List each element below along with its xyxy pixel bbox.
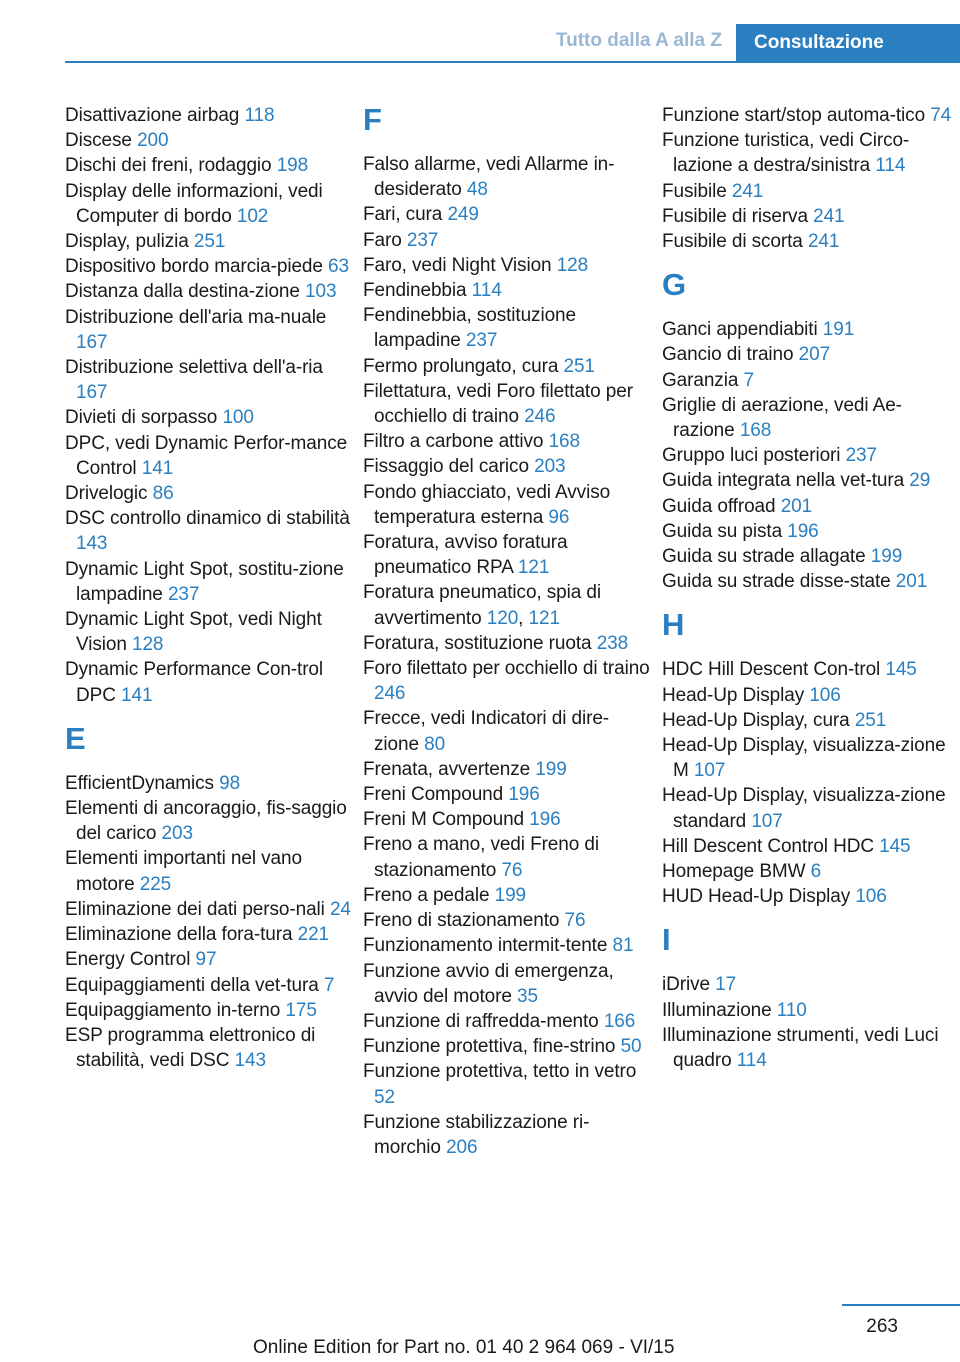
page-link[interactable]: 29	[909, 470, 931, 492]
page-link[interactable]: 251	[854, 709, 887, 731]
index-entry	[662, 368, 952, 393]
page-link[interactable]: 196	[529, 809, 561, 831]
index-entry-text: Guida su pista	[662, 520, 783, 542]
index-entry-text: Freni M Compound	[363, 809, 525, 831]
index-entry	[65, 771, 355, 796]
index-entry	[65, 922, 355, 947]
page-link[interactable]: 120	[486, 607, 519, 629]
page-link[interactable]: 97	[195, 949, 217, 971]
page-link[interactable]: 86	[152, 483, 174, 505]
index-entry	[65, 279, 355, 304]
index-entry-text: Energy Control	[65, 949, 191, 971]
page-link[interactable]: 141	[141, 457, 174, 479]
index-entry	[363, 757, 653, 782]
index-entry-text: Guida su strade disse-state	[662, 571, 891, 593]
index-entry-text: Freno di stazionamento	[363, 910, 560, 932]
index-entry	[662, 683, 952, 708]
index-entry	[662, 998, 952, 1023]
page-link[interactable]: 237	[167, 583, 200, 605]
index-entry-text: Equipaggiamento in-terno	[65, 999, 281, 1021]
index-entry-text: Head-Up Display	[662, 684, 805, 706]
index-entry	[662, 657, 952, 682]
index-entry-text: Funzione protettiva, tetto in vetro	[363, 1061, 637, 1083]
index-entry	[363, 454, 653, 479]
page-header	[0, 0, 960, 62]
index-letter-heading: H	[662, 607, 685, 643]
index-entry	[363, 1110, 653, 1160]
index-entry	[363, 631, 653, 656]
index-entry: Foratura pneumatico, spia di avvertimento 120, 121	[363, 582, 601, 629]
index-entry-text: Discese	[65, 130, 132, 152]
page-link[interactable]: 106	[809, 684, 841, 706]
index-letter-heading: G	[662, 267, 687, 303]
index-entry	[363, 202, 653, 227]
index-letter-heading: F	[363, 102, 382, 137]
index-entry-text: Fari, cura	[363, 204, 443, 226]
index-entry-text: Fondo ghiacciato, vedi Avviso temperatura esterna	[363, 481, 611, 528]
index-entry	[65, 103, 355, 128]
page-link[interactable]: 80	[424, 733, 446, 755]
index-entry	[363, 152, 653, 202]
index-entry-text: Disattivazione airbag	[65, 105, 240, 126]
page-link[interactable]: 249	[447, 204, 479, 226]
index-entry-text: Faro, vedi Night Vision	[363, 254, 552, 276]
page-link[interactable]: 35	[517, 985, 538, 1007]
page-link[interactable]: 207	[798, 344, 831, 366]
index-entry-text: Filtro a carbone attivo	[363, 431, 544, 453]
page-link[interactable]: 7	[743, 369, 754, 391]
index-entry	[662, 1023, 952, 1073]
page-link[interactable]: 107	[693, 760, 726, 782]
index-entry	[363, 706, 653, 756]
page-link[interactable]: 128	[556, 254, 589, 276]
page-link[interactable]: 76	[501, 859, 523, 881]
index-entry	[363, 782, 653, 807]
index-entry	[65, 431, 355, 481]
index-entry-text: Gruppo luci posteriori	[662, 445, 841, 467]
page-link[interactable]: 168	[548, 431, 580, 453]
page-link[interactable]: 225	[139, 873, 172, 895]
index-entry	[662, 128, 952, 178]
index-entry	[662, 569, 952, 594]
index-entry	[662, 733, 952, 783]
index-entry-text: Funzione start/stop automa-tico	[662, 105, 926, 126]
index-entry	[65, 254, 355, 279]
index-entry	[65, 973, 355, 998]
page-link[interactable]: 199	[870, 546, 903, 568]
index-entry-text: Distribuzione selettiva dell'a-ria	[65, 357, 323, 379]
index-entry-text: Griglie di aerazione, vedi Ae-razione	[662, 394, 902, 442]
page-link[interactable]: 251	[193, 231, 226, 253]
page-link[interactable]: 143	[234, 1050, 266, 1072]
index-entry	[662, 393, 952, 443]
page-link[interactable]: 241	[813, 205, 845, 227]
page-link[interactable]: 128	[132, 634, 164, 656]
page-link[interactable]: 50	[620, 1036, 642, 1058]
index-entry-text: Elementi importanti nel vano motore	[65, 848, 302, 895]
index-entry	[65, 796, 355, 846]
index-entry	[662, 317, 952, 342]
index-entry-text: Freno a mano, vedi Freno di stazionamento	[363, 834, 599, 881]
index-column-2	[363, 103, 653, 1160]
page-link[interactable]: 48	[466, 179, 488, 201]
index-entry	[363, 1009, 653, 1034]
index-entry-text: Dischi dei freni, rodaggio	[65, 155, 272, 177]
index-entry-text: Fendinebbia, sostituzione lampadine	[363, 305, 576, 352]
index-entry-text: Funzione avvio di emergenza, avvio del motore	[363, 960, 614, 1007]
page-link[interactable]: 81	[612, 935, 634, 957]
page-link[interactable]: 17	[715, 974, 737, 996]
index-entry-text: Foratura pneumatico, spia di avvertimento	[363, 582, 601, 629]
index-entry-text: Head-Up Display, visualizza-zione standard	[662, 785, 946, 832]
page-link[interactable]: 237	[845, 445, 877, 467]
index-entry-text: Eliminazione dei dati perso-nali	[65, 898, 325, 920]
index-entry	[662, 972, 952, 997]
index-entry-text: EfficientDynamics	[65, 772, 214, 794]
index-entry-text: Frecce, vedi Indicatori di dire-zione	[363, 708, 610, 755]
page-link[interactable]: 114	[471, 280, 502, 302]
index-entry-text: Display, pulizia	[65, 231, 189, 253]
index-entry	[363, 253, 653, 278]
index-entry	[662, 708, 952, 733]
index-entry	[662, 443, 952, 468]
page-link[interactable]: 63	[328, 256, 349, 278]
index-entry	[363, 933, 653, 958]
index-entry-text: Dispositivo bordo marcia-piede	[65, 256, 323, 278]
index-entry	[363, 908, 653, 933]
page-link[interactable]: 106	[855, 886, 887, 908]
index-entry-text: Freno a pedale	[363, 884, 490, 906]
index-entry	[363, 959, 653, 1009]
page-link[interactable]: 166	[603, 1010, 636, 1032]
page-link[interactable]: 143	[76, 533, 108, 555]
index-entry	[65, 557, 355, 607]
index-entry-text: Eliminazione della fora-tura	[65, 924, 293, 946]
index-entry	[65, 481, 355, 506]
index-entry-text: Garanzia	[662, 369, 739, 391]
index-entry-text: iDrive	[662, 974, 710, 996]
index-entry	[363, 379, 653, 429]
page-link[interactable]: 118	[244, 105, 275, 126]
page-link[interactable]: 191	[822, 319, 855, 341]
index-entry	[363, 1034, 653, 1059]
page-link[interactable]: 196	[508, 784, 540, 806]
index-entry	[65, 506, 355, 556]
index-entry	[662, 834, 952, 859]
index-entry-text: Fermo prolungato, cura	[363, 355, 559, 377]
index-entry	[363, 480, 653, 530]
index-entry	[65, 229, 355, 254]
running-header-section: Tutto dalla A alla Z	[555, 30, 722, 51]
page-link[interactable]: 76	[564, 910, 586, 932]
page-link[interactable]: 52	[374, 1086, 395, 1108]
index-entry	[363, 883, 653, 908]
page-link[interactable]: 206	[446, 1136, 478, 1158]
index-entry	[65, 1023, 355, 1073]
index-entry-text: Funzione di raffredda-mento	[363, 1010, 599, 1032]
index-entry-text: Guida su strade allagate	[662, 546, 866, 568]
index-entry	[363, 278, 653, 303]
index-entry	[662, 103, 952, 128]
index-entry-text: Dynamic Light Spot, sostitu-zione lampadine	[65, 558, 344, 605]
index-entry-text: Foratura, sostituzione ruota	[363, 632, 592, 654]
index-entry-text: Fusibile di scorta	[662, 231, 803, 253]
index-entry	[662, 179, 952, 204]
index-entry-text: Distanza dalla destina-zione	[65, 281, 300, 303]
index-entry	[363, 807, 653, 832]
index-entry-text: Funzione stabilizzazione ri-morchio	[363, 1111, 590, 1158]
index-entry	[662, 494, 952, 519]
page-link[interactable]: 167	[76, 331, 108, 353]
index-entry	[363, 354, 653, 379]
index-entry-text: Funzione turistica, vedi Circo-lazione a destra/sinistra	[662, 130, 910, 177]
page-link[interactable]: 241	[731, 180, 764, 202]
index-column-1	[65, 103, 355, 1073]
index-entry	[662, 783, 952, 833]
index-entry-text: ESP programma elettronico di stabilità, vedi DSC	[65, 1024, 316, 1072]
index-entry-text: Guida offroad	[662, 495, 776, 517]
page-link[interactable]: 74	[930, 105, 952, 126]
index-entry	[65, 947, 355, 972]
index-entry-text: Frenata, avvertenze	[363, 758, 531, 780]
header-rule	[65, 61, 960, 63]
page-link[interactable]: 201	[895, 571, 928, 593]
index-entry-text: Guida integrata nella vet-tura	[662, 470, 905, 492]
page-link[interactable]: 110	[776, 999, 807, 1021]
index-entry-text: Freni Compound	[363, 784, 504, 806]
page-link[interactable]: 7	[323, 974, 335, 996]
index-entry-text: DSC controllo dinamico di stabilità	[65, 508, 350, 530]
index-entry	[65, 405, 355, 430]
page-link[interactable]: 175	[285, 999, 317, 1021]
page-link[interactable]: 221	[297, 924, 330, 946]
index-entry-text: Distribuzione dell'aria ma-nuale	[65, 306, 327, 328]
index-entry	[662, 229, 952, 254]
index-entry	[65, 128, 355, 153]
index-entry-text: Gancio di traino	[662, 344, 794, 366]
index-entry	[363, 228, 653, 253]
page-link[interactable]: 107	[751, 810, 783, 832]
page-link[interactable]: 103	[305, 281, 337, 303]
page-link[interactable]: 167	[76, 382, 108, 404]
index-entry	[363, 832, 653, 882]
index-entry-text: HDC Hill Descent Con-trol	[662, 659, 881, 681]
index-entry	[662, 884, 952, 909]
index-entry	[65, 179, 355, 229]
page-link[interactable]: 241	[807, 231, 840, 253]
page-link[interactable]: 196	[787, 520, 819, 542]
index-entry	[65, 305, 355, 355]
edition-note: Online Edition for Part no. 01 40 2 964 069 - VI/15	[253, 1337, 675, 1358]
page-link[interactable]: 100	[222, 407, 254, 429]
index-entry-text: Display delle informazioni, vedi Computer di bordo	[65, 180, 323, 227]
page-number: 263	[866, 1316, 898, 1337]
page-link[interactable]: 238	[596, 632, 629, 654]
page-link[interactable]: 114	[875, 155, 906, 177]
index-entry-text: Head-Up Display, cura	[662, 709, 850, 731]
index-entry	[65, 998, 355, 1023]
page-link[interactable]: 145	[879, 835, 911, 857]
index-entry-text: HUD Head-Up Display	[662, 886, 851, 908]
page-link[interactable]: 251	[563, 355, 595, 377]
index-entry	[65, 153, 355, 178]
index-entry	[363, 303, 653, 353]
index-entry	[662, 859, 952, 884]
index-entry-text: Drivelogic	[65, 483, 148, 505]
index-entry	[65, 355, 355, 405]
index-letter-heading: E	[65, 720, 86, 756]
index-entry-text: Ganci appendiabiti	[662, 319, 818, 341]
page-link[interactable]: 6	[810, 861, 822, 883]
index-entry-text: Fissaggio del carico	[363, 456, 529, 478]
index-entry-text: Equipaggiamenti della vet-tura	[65, 974, 319, 996]
page-link[interactable]: 114	[736, 1050, 767, 1072]
page-link[interactable]: 199	[494, 884, 527, 906]
index-entry-text: Homepage BMW	[662, 861, 806, 883]
chapter-tab[interactable]: Consultazione	[736, 24, 960, 62]
page-link[interactable]: 237	[465, 330, 498, 352]
index-column-3	[662, 103, 952, 1073]
index-entry-text: Divieti di sorpasso	[65, 407, 218, 429]
index-entry	[65, 897, 355, 922]
index-entry-text: Dynamic Light Spot, vedi Night Vision	[65, 609, 322, 656]
page-link[interactable]: 24	[329, 898, 351, 920]
page-link[interactable]: 121	[528, 607, 560, 629]
index-entry-text: Funzionamento intermit-tente	[363, 935, 608, 957]
footer-rule	[842, 1304, 960, 1306]
page-link[interactable]: 200	[137, 130, 169, 152]
index-entry	[65, 607, 355, 657]
page-link[interactable]: 203	[161, 823, 193, 845]
index-entry	[363, 656, 653, 706]
index-entry-text: Head-Up Display, visualizza-zione M	[662, 735, 946, 782]
index-entry	[65, 846, 355, 896]
index-entry-text: Funzione protettiva, fine-strino	[363, 1036, 616, 1058]
index-entry-text: Fusibile di riserva	[662, 205, 808, 227]
page-link[interactable]: 237	[406, 229, 439, 251]
page-link[interactable]: 168	[739, 420, 772, 442]
index-entry-text: Fendinebbia	[363, 280, 467, 302]
index-entry	[65, 657, 355, 707]
index-entry-text: Foro filettato per occhiello di traino	[363, 658, 650, 680]
index-entry-text: Illuminazione strumenti, vedi Luci quadro	[662, 1024, 939, 1072]
page-link[interactable]: 199	[535, 758, 567, 780]
page-link[interactable]: 203	[534, 456, 566, 478]
index-entry-text: DPC, vedi Dynamic Perfor-mance Control	[65, 432, 348, 479]
index-entry-text: Filettatura, vedi Foro filettato per occhiello di traino	[363, 380, 633, 428]
index-entry	[363, 1059, 653, 1109]
index-entry	[662, 342, 952, 367]
index-entry	[662, 468, 952, 493]
index-letter-heading: I	[662, 922, 671, 958]
index-entry	[662, 544, 952, 569]
page-link[interactable]: 198	[276, 155, 309, 177]
page-link[interactable]: 102	[236, 205, 269, 227]
page-link[interactable]: 246	[524, 406, 556, 428]
page-link[interactable]: 121	[517, 557, 550, 579]
page-link[interactable]: 246	[374, 683, 406, 705]
page-link[interactable]: 201	[780, 495, 813, 517]
index-entry-text: Hill Descent Control HDC	[662, 835, 874, 857]
index-entry-text: Faro	[363, 229, 402, 251]
index-entry	[363, 429, 653, 454]
index-entry-text: Illuminazione	[662, 999, 772, 1021]
page-link[interactable]: 141	[121, 684, 153, 706]
index-entry	[363, 530, 653, 580]
index-entry-text: Elementi di ancoraggio, fis-saggio del carico	[65, 798, 347, 845]
index-entry-text: Foratura, avviso foratura pneumatico RPA	[363, 532, 568, 579]
page-link[interactable]: 96	[548, 506, 570, 528]
page-link[interactable]: 98	[219, 772, 241, 794]
page-link[interactable]: 145	[885, 659, 917, 681]
index-entry-text: Falso allarme, vedi Allarme in-desiderato	[363, 154, 615, 201]
index-entry-text: Dynamic Performance Con-trol DPC	[65, 659, 324, 706]
index-entry-text: Fusibile	[662, 180, 727, 202]
index-entry	[662, 519, 952, 544]
index-entry	[662, 204, 952, 229]
